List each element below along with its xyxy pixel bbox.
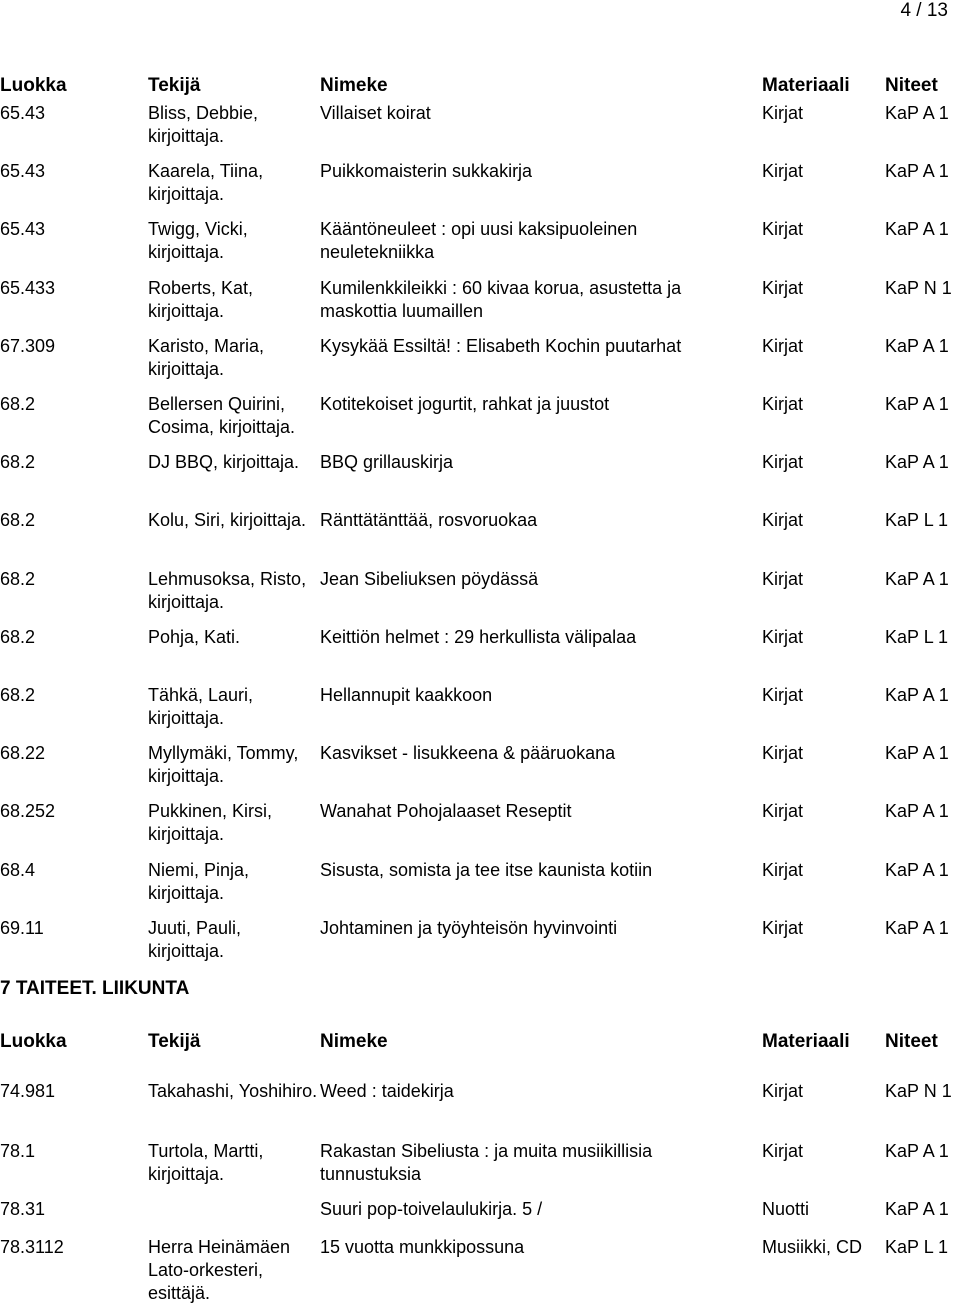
cell-tekija: Kolu, Siri, kirjoittaja. (148, 510, 307, 531)
cell-luokka: 68.22 (0, 743, 46, 764)
table-row (0, 277, 960, 333)
header-nimeke: Nimeke (320, 75, 388, 96)
header-luokka: Luokka (0, 1031, 67, 1052)
cell-tekija: Turtola, Martti, kirjoittaja. (148, 1141, 264, 1184)
cell-niteet: KaP A 1 (885, 743, 949, 764)
cell-materiaali: Kirjat (762, 1081, 804, 1101)
table-row (0, 800, 960, 856)
cell-niteet: KaP A 1 (885, 335, 949, 356)
cell-luokka: 68.2 (0, 685, 36, 705)
cell-nimeke: Kumilenkkileikki : 60 kivaa korua, asustetta ja maskottia luumaillen (320, 277, 682, 321)
cell-niteet: KaP N 1 (885, 277, 952, 298)
cell-tekija: Tähkä, Lauri, kirjoittaja. (148, 685, 254, 728)
table-row (0, 859, 960, 915)
cell-materiaali: Kirjat (762, 219, 804, 240)
cell-luokka: 65.43 (0, 161, 46, 182)
cell-niteet: KaP A 1 (885, 394, 949, 414)
cell-materiaali: Kirjat (762, 103, 804, 123)
cell-niteet: KaP N 1 (885, 1081, 952, 1101)
cell-niteet: KaP A 1 (885, 103, 949, 123)
cell-nimeke: Sisusta, somista ja tee itse kaunista kotiin (320, 859, 653, 880)
header-nimeke: Nimeke (320, 1031, 388, 1052)
cell-tekija: Karisto, Maria, kirjoittaja. (148, 335, 265, 379)
catalog-table-section-1 (0, 74, 960, 961)
cell-tekija: Herra Heinämäen Lato-orkesteri, esittäjä. (148, 1237, 291, 1303)
header-tekija: Tekijä (148, 75, 201, 96)
cell-materiaali: Kirjat (762, 917, 804, 938)
cell-luokka: 68.252 (0, 801, 56, 822)
cell-nimeke: Suuri pop-toivelaulukirja. 5 / (320, 1199, 543, 1219)
header-niteet: Niteet (885, 1031, 938, 1052)
table-row (0, 742, 960, 798)
cell-niteet: KaP A 1 (885, 917, 949, 938)
cell-niteet: KaP A 1 (885, 1141, 949, 1161)
cell-niteet: KaP L 1 (885, 626, 949, 647)
cell-nimeke: Hellannupit kaakkoon (320, 685, 493, 705)
cell-tekija: Twigg, Vicki, kirjoittaja. (148, 219, 248, 263)
cell-luokka: 65.43 (0, 103, 46, 123)
table-row (0, 451, 960, 507)
cell-luokka: 68.2 (0, 452, 36, 473)
cell-luokka: 68.2 (0, 510, 36, 531)
cell-tekija: Kaarela, Tiina, kirjoittaja. (148, 161, 264, 205)
cell-nimeke: Puikkomaisterin sukkakirja (320, 161, 533, 182)
header-niteet: Niteet (885, 75, 938, 96)
cell-niteet: KaP A 1 (885, 452, 949, 473)
cell-luokka: 78.1 (0, 1141, 36, 1161)
cell-materiaali: Kirjat (762, 1141, 804, 1161)
cell-luokka: 68.2 (0, 394, 36, 414)
cell-nimeke: Wanahat Pohojalaaset Reseptit (320, 801, 572, 822)
page-number: 4 / 13 (900, 0, 948, 21)
table-row (0, 102, 960, 158)
cell-nimeke: 15 vuotta munkkipossuna (320, 1237, 525, 1257)
cell-tekija: Lehmusoksa, Risto, kirjoittaja. (148, 568, 307, 612)
table-header (0, 1030, 960, 1056)
cell-luokka: 68.4 (0, 859, 36, 880)
cell-luokka: 78.31 (0, 1199, 46, 1219)
cell-tekija: Bliss, Debbie, kirjoittaja. (148, 103, 259, 146)
cell-materiaali: Kirjat (762, 394, 804, 414)
catalog-table-section-2 (0, 1030, 960, 1303)
cell-niteet: KaP A 1 (885, 801, 949, 822)
cell-materiaali: Kirjat (762, 510, 804, 531)
cell-materiaali: Musiikki, CD (762, 1237, 863, 1257)
table-row (0, 160, 960, 216)
cell-materiaali: Kirjat (762, 452, 804, 473)
cell-tekija: DJ BBQ, kirjoittaja. (148, 452, 300, 473)
table-row (0, 917, 960, 973)
table-row (0, 335, 960, 391)
cell-luokka: 69.11 (0, 917, 44, 938)
cell-nimeke: Ränttätänttää, rosvoruokaa (320, 510, 538, 531)
header-materiaali: Materiaali (762, 1031, 850, 1052)
cell-luokka: 68.2 (0, 568, 36, 589)
cell-niteet: KaP A 1 (885, 219, 949, 240)
cell-niteet: KaP A 1 (885, 161, 949, 182)
cell-luokka: 67.309 (0, 335, 56, 356)
cell-tekija: Takahashi, Yoshihiro. (148, 1081, 318, 1101)
cell-niteet: KaP A 1 (885, 1199, 949, 1219)
table-row (0, 1236, 960, 1303)
table-row (0, 218, 960, 274)
cell-luokka: 65.433 (0, 277, 56, 298)
cell-materiaali: Kirjat (762, 277, 804, 298)
table-row (0, 568, 960, 624)
header-materiaali: Materiaali (762, 75, 850, 96)
cell-nimeke: Rakastan Sibeliusta : ja muita musiikillisia tunnustuksia (320, 1141, 653, 1184)
cell-nimeke: Keittiön helmet : 29 herkullista välipalaa (320, 626, 637, 647)
cell-nimeke: Kasvikset - lisukkeena & pääruokana (320, 743, 616, 764)
cell-niteet: KaP L 1 (885, 510, 949, 531)
cell-tekija: Bellersen Quirini, Cosima, kirjoittaja. (148, 394, 296, 437)
table-row (0, 509, 960, 565)
table-row (0, 626, 960, 682)
cell-nimeke: Weed : taidekirja (320, 1081, 454, 1101)
cell-niteet: KaP L 1 (885, 1237, 949, 1257)
cell-luokka: 74.981 (0, 1081, 56, 1101)
cell-tekija: Pukkinen, Kirsi, kirjoittaja. (148, 801, 273, 845)
cell-materiaali: Nuotti (762, 1199, 810, 1219)
cell-materiaali: Kirjat (762, 335, 804, 356)
cell-tekija: Myllymäki, Tommy, kirjoittaja. (148, 743, 299, 787)
cell-nimeke: Kotitekoiset jogurtit, rahkat ja juustot (320, 394, 610, 414)
cell-materiaali: Kirjat (762, 685, 804, 705)
cell-materiaali: Kirjat (762, 626, 804, 647)
cell-nimeke: Kääntöneuleet : opi uusi kaksipuoleinen neuletekniikka (320, 219, 638, 263)
cell-materiaali: Kirjat (762, 859, 804, 880)
table-row (0, 1080, 960, 1136)
cell-materiaali: Kirjat (762, 161, 804, 182)
cell-materiaali: Kirjat (762, 801, 804, 822)
cell-nimeke: Villaiset koirat (320, 103, 431, 123)
table-header (0, 74, 960, 100)
cell-tekija: Roberts, Kat, kirjoittaja. (148, 277, 254, 321)
cell-luokka: 68.2 (0, 626, 36, 647)
cell-materiaali: Kirjat (762, 743, 804, 764)
cell-materiaali: Kirjat (762, 568, 804, 589)
cell-tekija: Pohja, Kati. (148, 626, 241, 647)
cell-niteet: KaP A 1 (885, 568, 949, 589)
cell-nimeke: Johtaminen ja työyhteisön hyvinvointi (320, 917, 618, 938)
header-luokka: Luokka (0, 75, 67, 96)
cell-tekija: Niemi, Pinja, kirjoittaja. (148, 859, 250, 903)
cell-nimeke: Jean Sibeliuksen pöydässä (320, 568, 539, 589)
cell-niteet: KaP A 1 (885, 859, 949, 880)
cell-tekija: Juuti, Pauli, kirjoittaja. (148, 917, 242, 961)
cell-nimeke: BBQ grillauskirja (320, 452, 454, 473)
header-tekija: Tekijä (148, 1031, 201, 1052)
cell-niteet: KaP A 1 (885, 685, 949, 705)
table-row (0, 1140, 960, 1196)
cell-luokka: 78.3112 (0, 1237, 64, 1257)
table-row (0, 393, 960, 449)
table-row (0, 684, 960, 740)
cell-luokka: 65.43 (0, 219, 46, 240)
section-title: 7 TAITEET. LIIKUNTA (0, 978, 190, 999)
cell-nimeke: Kysykää Essiltä! : Elisabeth Kochin puutarhat (320, 335, 682, 356)
